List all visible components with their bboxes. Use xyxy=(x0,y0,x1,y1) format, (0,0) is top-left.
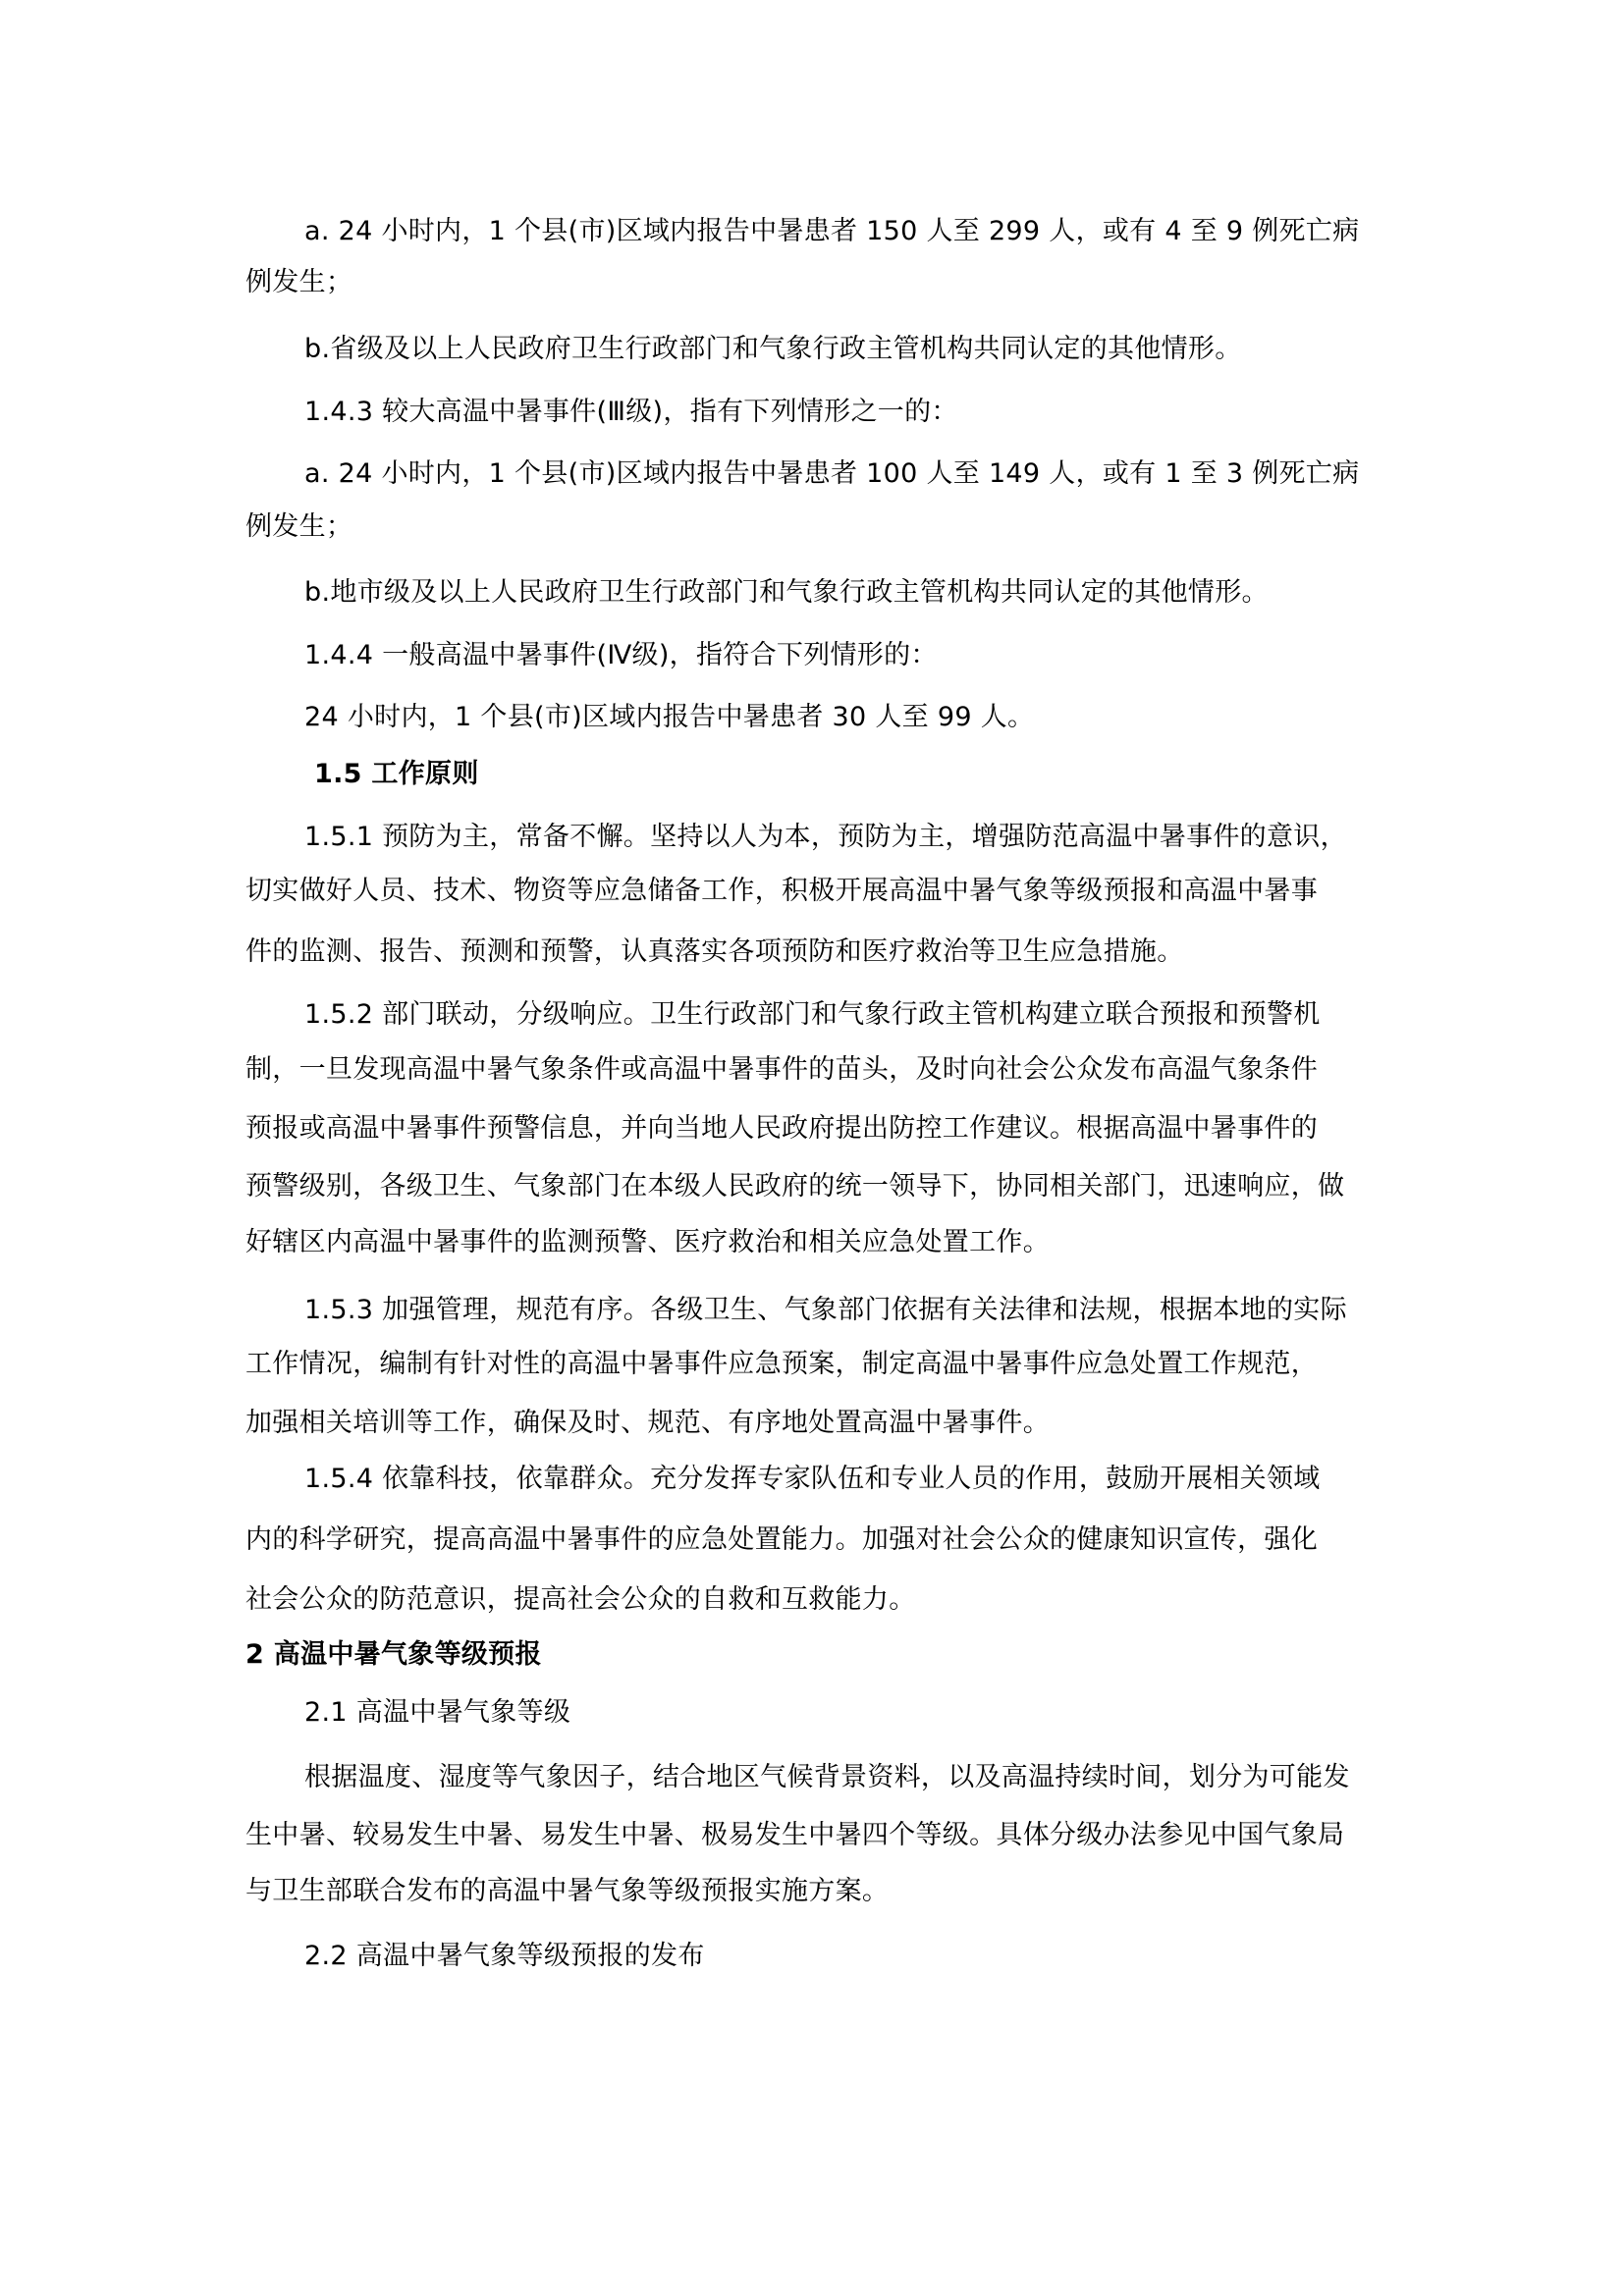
paragraph-line: 根据温度、湿度等气象因子，结合地区气候背景资料，以及高温持续时间，划分为可能发 xyxy=(304,1762,1350,1792)
paragraph-line: 24 小时内，1 个县(市)区域内报告中暑患者 30 人至 99 人。 xyxy=(304,702,1035,732)
paragraph-line: 加强相关培训等工作，确保及时、规范、有序地处置高温中暑事件。 xyxy=(245,1408,1050,1438)
paragraph-line: 1.5.1 预防为主，常备不懈。坚持以人为本，预防为主，增强防范高温中暑事件的意识， xyxy=(304,822,1347,852)
paragraph-line: 1.5.4 依靠科技，依靠群众。充分发挥专家队伍和专业人员的作用，鼓励开展相关领域 xyxy=(304,1464,1321,1494)
subsection-heading-1-4-3: 1.4.3 较大高温中暑事件(Ⅲ级)，指有下列情形之一的： xyxy=(304,397,958,427)
subsection-heading-2-2: 2.2 高温中暑气象等级预报的发布 xyxy=(304,1941,705,1971)
paragraph-line: 预警级别，各级卫生、气象部门在本级人民政府的统一领导下，协同相关部门，迅速响应，做 xyxy=(245,1171,1345,1201)
subsection-heading-2-1: 2.1 高温中暑气象等级 xyxy=(304,1697,571,1728)
paragraph-line: b.省级及以上人民政府卫生行政部门和气象行政主管机构共同认定的其他情形。 xyxy=(304,334,1242,364)
subsection-heading-1-4-4: 1.4.4 一般高温中暑事件(Ⅳ级)，指符合下列情形的： xyxy=(304,640,938,670)
paragraph-line: 工作情况，编制有针对性的高温中暑事件应急预案，制定高温中暑事件应急处置工作规范， xyxy=(245,1349,1318,1379)
paragraph-line: 好辖区内高温中暑事件的监测预警、医疗救治和相关应急处置工作。 xyxy=(245,1227,1050,1257)
section-heading-1-5: 1.5 工作原则 xyxy=(314,759,479,789)
paragraph-line: 例发生； xyxy=(245,511,353,542)
paragraph-line: 与卫生部联合发布的高温中暑气象等级预报实施方案。 xyxy=(245,1876,890,1906)
paragraph-line: 1.5.2 部门联动，分级响应。卫生行政部门和气象行政主管机构建立联合预报和预警机 xyxy=(304,999,1321,1030)
paragraph-line: 件的监测、报告、预测和预警，认真落实各项预防和医疗救治等卫生应急措施。 xyxy=(245,936,1184,967)
paragraph-line: a. 24 小时内，1 个县(市)区域内报告中暑患者 100 人至 149 人，或有 1 至 3 例死亡病 xyxy=(304,458,1360,489)
paragraph-line: a. 24 小时内，1 个县(市)区域内报告中暑患者 150 人至 299 人，或有 4 至 9 例死亡病 xyxy=(304,216,1360,246)
section-heading-2: 2 高温中暑气象等级预报 xyxy=(245,1639,542,1670)
paragraph-line: 例发生； xyxy=(245,267,353,297)
paragraph-line: 预报或高温中暑事件预警信息，并向当地人民政府提出防控工作建议。根据高温中暑事件的 xyxy=(245,1113,1318,1144)
paragraph-line: 制，一旦发现高温中暑气象条件或高温中暑事件的苗头，及时向社会公众发布高温气象条件 xyxy=(245,1054,1318,1085)
paragraph-line: 内的科学研究，提高高温中暑事件的应急处置能力。加强对社会公众的健康知识宣传，强化 xyxy=(245,1524,1318,1555)
paragraph-line: 切实做好人员、技术、物资等应急储备工作，积极开展高温中暑气象等级预报和高温中暑事 xyxy=(245,876,1318,906)
paragraph-line: 社会公众的防范意识，提高社会公众的自救和互救能力。 xyxy=(245,1584,916,1615)
paragraph-line: b.地市级及以上人民政府卫生行政部门和气象行政主管机构共同认定的其他情形。 xyxy=(304,577,1269,608)
paragraph-line: 1.5.3 加强管理，规范有序。各级卫生、气象部门依据有关法律和法规，根据本地的实际 xyxy=(304,1295,1347,1325)
paragraph-line: 生中暑、较易发生中暑、易发生中暑、极易发生中暑四个等级。具体分级办法参见中国气象局 xyxy=(245,1820,1345,1850)
